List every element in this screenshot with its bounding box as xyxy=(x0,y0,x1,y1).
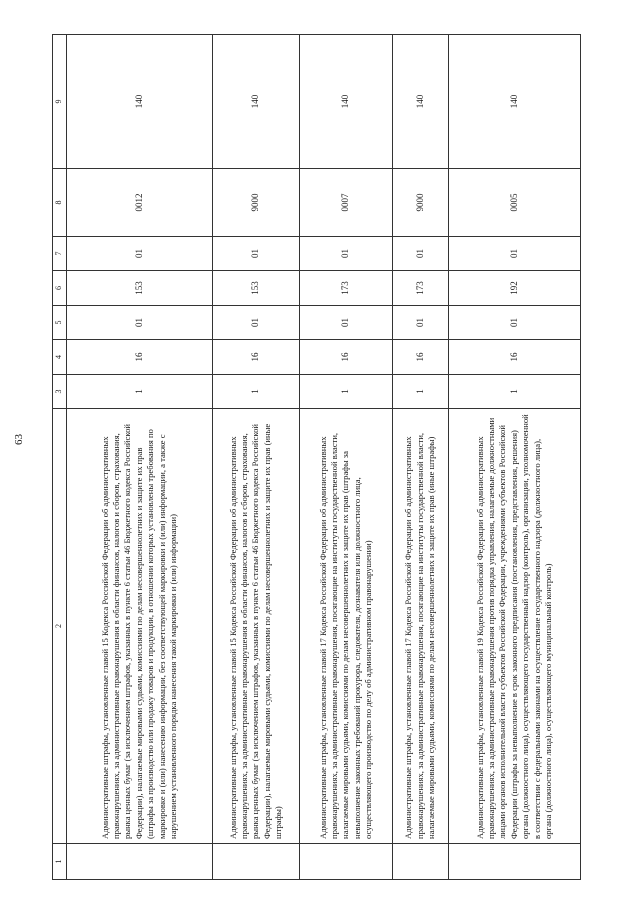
table-row xyxy=(449,35,581,880)
code-cell-3: 1 xyxy=(393,375,449,409)
code-cell-6: 192 xyxy=(449,271,581,306)
table-row xyxy=(67,35,213,880)
page-number: 63 xyxy=(13,434,25,445)
header-cell-5: 5 xyxy=(53,306,67,340)
code-cell-8: 9000 xyxy=(213,169,300,237)
code-cell-9: 140 xyxy=(213,35,300,169)
code-cell-7: 01 xyxy=(393,237,449,271)
row-number-cell xyxy=(213,844,300,880)
code-cell-6: 153 xyxy=(67,271,213,306)
code-cell-4: 16 xyxy=(300,340,393,375)
code-cell-3: 1 xyxy=(449,375,581,409)
code-cell-4: 16 xyxy=(213,340,300,375)
code-cell-5: 01 xyxy=(449,306,581,340)
income-description: Административные штрафы, установленные главой 17 Кодекса Российской Федерации об административных правонарушениях, за административные правонарушения, посягающие на институты государственной власти, налагаемые мировыми судьями, комиссиями по делам несовершеннолетних и защите их прав (иные штрафы) xyxy=(393,409,449,844)
header-cell-6: 6 xyxy=(53,271,67,306)
code-cell-3: 1 xyxy=(67,375,213,409)
code-cell-3: 1 xyxy=(213,375,300,409)
code-cell-5: 01 xyxy=(393,306,449,340)
row-number-cell xyxy=(67,844,213,880)
budget-classification-table xyxy=(52,34,581,880)
code-cell-6: 173 xyxy=(300,271,393,306)
code-cell-5: 01 xyxy=(300,306,393,340)
table-row xyxy=(393,35,449,880)
header-cell-2: 2 xyxy=(53,409,67,844)
header-cell-8: 8 xyxy=(53,169,67,237)
rotated-page-content xyxy=(52,35,580,880)
code-cell-7: 01 xyxy=(300,237,393,271)
row-number-cell xyxy=(393,844,449,880)
income-description: Административные штрафы, установленные главой 17 Кодекса Российской Федерации об административных правонарушениях, за административные правонарушения, посягающие на институты государственной власти, налагаемые мировыми судьями, комиссиями по делам несовершеннолетних и защите их прав (штрафы за невыполнение законных требований прокурора, следователя, дознавателя или должностного лица, осуществляющего производство по делу об административном правонарушении) xyxy=(300,409,393,844)
code-cell-6: 153 xyxy=(213,271,300,306)
code-cell-5: 01 xyxy=(213,306,300,340)
code-cell-4: 16 xyxy=(393,340,449,375)
header-cell-7: 7 xyxy=(53,237,67,271)
code-cell-9: 140 xyxy=(393,35,449,169)
code-cell-8: 0005 xyxy=(449,169,581,237)
code-cell-8: 0012 xyxy=(67,169,213,237)
code-cell-9: 140 xyxy=(300,35,393,169)
code-cell-9: 140 xyxy=(67,35,213,169)
code-cell-8: 0007 xyxy=(300,169,393,237)
code-cell-7: 01 xyxy=(67,237,213,271)
code-cell-5: 01 xyxy=(67,306,213,340)
row-number-cell xyxy=(300,844,393,880)
header-cell-4: 4 xyxy=(53,340,67,375)
header-cell-3: 3 xyxy=(53,375,67,409)
income-description: Административные штрафы, установленные главой 15 Кодекса Российской Федерации об административных правонарушениях, за административные правонарушения в области финансов, налогов и сборов, страхования, рынка ценных бумаг (за исключением штрафов, указанных в пункте 6 статьи 46 Бюджетного кодекса Российской Федерации), налагаемые мировыми судьями, комиссиями по делам несовершеннолетних и защите их прав (штрафы за производство или продажу товаров и продукции, в отношении которых установлены требования по маркировке и (или) нанесению информации, без соответствующей маркировки и (или) информации, а также с нарушением установленного порядка нанесения такой маркировки и (или) информации) xyxy=(67,409,213,844)
income-description: Административные штрафы, установленные главой 19 Кодекса Российской Федерации об административных правонарушениях, за административные правонарушения против порядка управления, налагаемые должностными лицами органов исполнительной власти субъектов Российской Федерации, учреждениями субъектов Российской Федерации (штрафы за невыполнение в срок законного предписания (постановления, представления, решения) органа (должностного лица), осуществляющего государственный надзор (контроль), организации, уполномоченной в соответствии с федеральными законами на осуществление государственного надзора (должностного лица), органа (должностного лица), осуществляющего муниципальный контроль) xyxy=(449,409,581,844)
row-number-cell xyxy=(449,844,581,880)
code-cell-7: 01 xyxy=(449,237,581,271)
code-cell-3: 1 xyxy=(300,375,393,409)
code-cell-4: 16 xyxy=(449,340,581,375)
income-description: Административные штрафы, установленные главой 15 Кодекса Российской Федерации об административных правонарушениях, за административные правонарушения в области финансов, налогов и сборов, страхования, рынка ценных бумаг (за исключением штрафов, указанных в пункте 6 статьи 46 Бюджетного кодекса Российской Федерации), налагаемые мировыми судьями, комиссиями по делам несовершеннолетних и защите их прав (иные штрафы) xyxy=(213,409,300,844)
code-cell-8: 9000 xyxy=(393,169,449,237)
code-cell-4: 16 xyxy=(67,340,213,375)
header-cell-9: 9 xyxy=(53,35,67,169)
table-row xyxy=(300,35,393,880)
code-cell-9: 140 xyxy=(449,35,581,169)
table-row xyxy=(213,35,300,880)
code-cell-7: 01 xyxy=(213,237,300,271)
header-row xyxy=(53,35,67,880)
header-cell-1: 1 xyxy=(53,844,67,880)
code-cell-6: 173 xyxy=(393,271,449,306)
